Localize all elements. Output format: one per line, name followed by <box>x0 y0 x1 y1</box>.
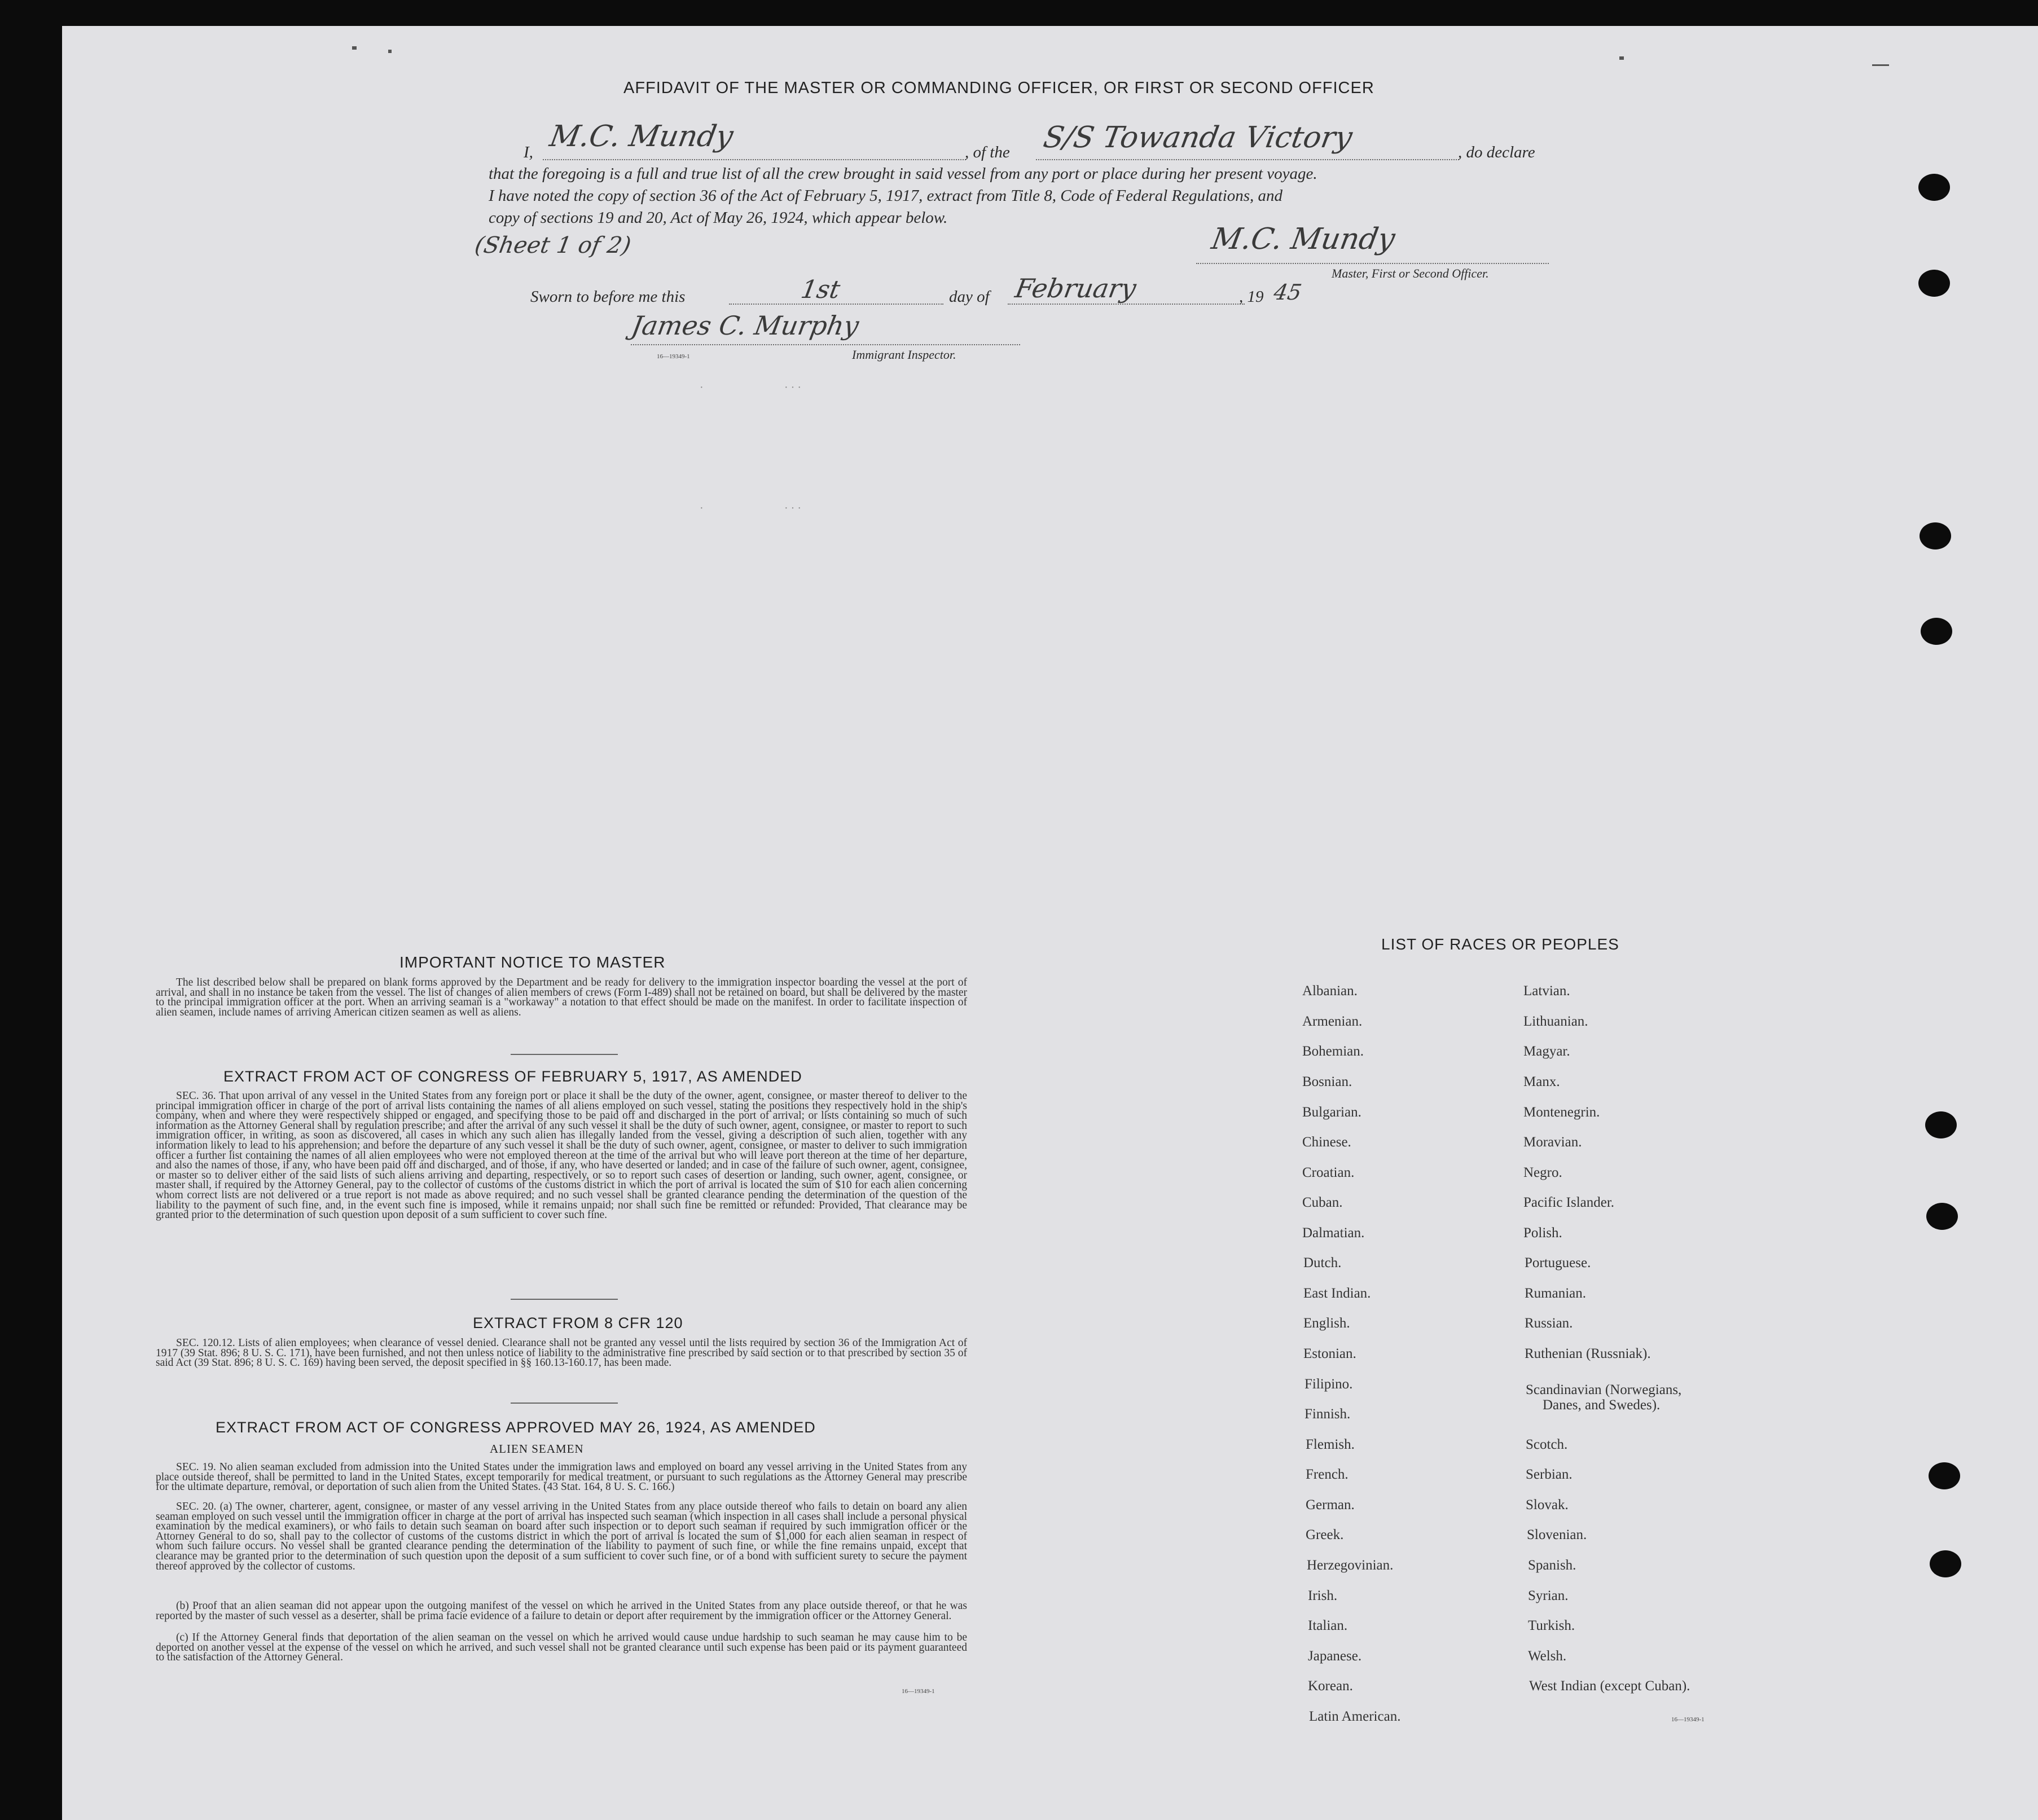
sworn-prefix: Sworn to before me this <box>530 288 686 306</box>
race-item: Dutch. <box>1303 1255 1342 1271</box>
sworn-mid: day of <box>949 288 990 306</box>
race-item: Syrian. <box>1528 1588 1569 1603</box>
race-item: Greek. <box>1306 1527 1344 1542</box>
race-item: East Indian. <box>1303 1286 1371 1301</box>
race-item: Turkish. <box>1528 1618 1575 1633</box>
section-divider <box>511 1299 618 1300</box>
race-item: Manx. <box>1523 1074 1560 1089</box>
ghost-marks: · <box>700 381 704 394</box>
race-item: Welsh. <box>1528 1648 1567 1664</box>
races-form-number: 16—19349-1 <box>1671 1716 1705 1723</box>
declaration-line-4: copy of sections 19 and 20, Act of May 26, 1924, which appear below. <box>489 209 948 227</box>
race-item: Italian. <box>1308 1618 1348 1633</box>
race-item: Herzegovinian. <box>1307 1558 1394 1573</box>
punch-hole <box>1921 618 1952 645</box>
race-item: Polish. <box>1523 1225 1562 1241</box>
signer-name-blank <box>543 159 966 160</box>
extract-1924-subtitle: ALIEN SEAMEN <box>490 1442 584 1456</box>
race-item: Magyar. <box>1523 1044 1570 1059</box>
race-item: Filipino. <box>1305 1377 1353 1392</box>
notice-title: IMPORTANT NOTICE TO MASTER <box>399 953 666 971</box>
vessel-name-blank <box>1036 159 1459 160</box>
signer-name-signature: M.C. Mundy <box>547 120 736 153</box>
inspector-signature-line <box>631 344 1020 345</box>
race-item: Moravian. <box>1523 1135 1582 1150</box>
section-divider <box>511 1403 618 1404</box>
declaration-line-1-prefix: I, <box>524 143 533 161</box>
extract-cfr-title: EXTRACT FROM 8 CFR 120 <box>473 1315 683 1331</box>
ghost-marks: · · · <box>784 381 801 394</box>
race-item: Ruthenian (Russniak). <box>1525 1346 1651 1361</box>
extract-cfr-body: SEC. 120.12. Lists of alien employees; when clearance of vessel denied. Clearance shall not be granted any vessel until the lists required by section 36 of the Immigration Act of 1917 (39 Stat. 896; 8 U. S. C. 171), have been furnished, and not then unless notice of liability to the administrative fine prescribed by said section or to that prescribed by section 35 of said Act (39 Stat. 896; 8 U. S. C. 169) having been served, the deposit specified in §§ 160.13-160.17, has been made. <box>156 1337 967 1369</box>
race-item: Croatian. <box>1302 1165 1355 1180</box>
vessel-name: S/S Towanda Victory <box>1040 121 1355 155</box>
extract-1917-title: EXTRACT FROM ACT OF CONGRESS OF FEBRUARY 5, 1917, AS AMENDED <box>223 1068 802 1085</box>
races-title: LIST OF RACES OR PEOPLES <box>1381 935 1619 953</box>
race-item: Serbian. <box>1526 1467 1573 1482</box>
race-item: Portuguese. <box>1525 1255 1591 1271</box>
inspector-signature: James C. Murphy <box>629 310 862 341</box>
race-item: Danes, and Swedes). <box>1543 1397 1661 1413</box>
race-item: Latin American. <box>1309 1709 1401 1724</box>
race-item: Albanian. <box>1302 983 1358 999</box>
extract-form-number: 16—19349-1 <box>902 1688 935 1695</box>
race-item: Dalmatian. <box>1302 1225 1365 1241</box>
race-item: Armenian. <box>1302 1014 1363 1029</box>
race-item: Bosnian. <box>1302 1074 1352 1089</box>
race-item: Slovak. <box>1526 1497 1569 1513</box>
declaration-line-2: that the foregoing is a full and true list of all the crew brought in said vessel from any port or place during her present voyage. <box>489 165 1317 183</box>
race-item: Scotch. <box>1526 1437 1568 1452</box>
punch-hole <box>1918 174 1950 201</box>
punch-hole <box>1920 522 1951 549</box>
sworn-month: February <box>1013 273 1139 304</box>
sec-20c-text: (c) If the Attorney General finds that deportation of the alien seaman on the vessel on which he arrived would cause undue hardship to such seaman he may cause him to be deported on another vessel at the expense of the vessel on which he arrived, and such vessel shall not be granted clearance until such expense has been paid or its payment guaranteed to the satisfaction of the Attorney General. <box>156 1632 967 1664</box>
speck <box>1619 56 1624 60</box>
affidavit-form-number: 16—19349-1 <box>657 353 690 360</box>
extract-1924-title: EXTRACT FROM ACT OF CONGRESS APPROVED MAY 26, 1924, AS AMENDED <box>216 1419 816 1436</box>
master-signature: M.C. Mundy <box>1209 222 1398 256</box>
punch-hole <box>1930 1550 1961 1577</box>
inspector-caption: Immigrant Inspector. <box>852 348 956 362</box>
punch-hole <box>1929 1462 1960 1489</box>
section-divider <box>511 1054 618 1055</box>
punch-hole <box>1925 1111 1957 1138</box>
sworn-year: 45 <box>1272 280 1304 305</box>
race-item: Japanese. <box>1308 1648 1362 1664</box>
speck <box>1872 64 1889 66</box>
extract-1917-body: SEC. 36. That upon arrival of any vessel in the United States from any foreign port or place it shall be the duty of the owner, agent, consignee, or master thereof to deliver to the principal immigration officer in charge of the port of arrival lists containing the names of all aliens employed on such vessel, stating the positions they respectively hold in the ship's company, when and where they were respectively shipped or engaged, and specifying those to be paid off and discharged in the port of arrival; or lists containing so much of such information as the Attorney General shall by regulation prescribe; and after the arrival of any such vessel it shall be the duty of such owner, agent, consignee, or master to report to such immigration officer, in writing, as soon as discovered, all cases in which any such alien has illegally landed from the vessel, giving a description of such alien, together with any information likely to lead to his apprehension; and before the departure of any such vessel it shall be the duty of such owner, agent, consignee, or master to deliver to such immigration officer a further list containing the names of all alien employees who were not employed thereon at the time of the arrival but who will leave port thereon at the time of her departure, and also the names of those, if any, who have been paid off and discharged, and of those, if any, who have deserted or landed; and in case of the failure of such owner, agent, consignee, or master so to deliver either of the said lists of such aliens arriving and departing, respectively, or so to report such cases of desertion or landing, such owner, agent, consignee, or master shall, if required by the Attorney General, pay to the collector of customs of the customs district in which the port of arrival is located the sum of $10 for each alien concerning whom correct lists are not delivered or a true report is not made as above required; and no such vessel shall be granted clearance pending the determination of the question of the liability to the payment of such fine, and, in the event such fine is imposed, while it remains unpaid; nor shall such fine be remitted or refunded: Provided, That clearance may be granted prior to the determination of such question upon deposit of a sum sufficient to cover such fine. <box>156 1090 967 1221</box>
speck <box>388 50 392 53</box>
race-item: Cuban. <box>1302 1195 1343 1210</box>
sec-20a-text: SEC. 20. (a) The owner, charterer, agent, consignee, or master of any vessel arriving in the United States from any place outside thereof who fails to detain on board any alien seaman employed on such vessel until the immigration officer in charge at the port of arrival has inspected such seaman (which inspection in all cases shall include a personal physical examination by the medical examiners), or who fails to detain such seaman on board after such inspection or to deport such seaman if required by such immigration officer or the Attorney General to do so, shall pay to the collector of customs of the customs district in which the port of arrival is located the sum of $1,000 for each alien seaman in respect of whom such failure occurs. No vessel shall be granted clearance pending the determination of the liability to payment of such fine, or while the fine remains unpaid, except that clearance may be granted prior to the determination of such question upon the deposit of a sum sufficient to cover such fine, or of a bond with sufficient surety to secure the payment thereof approved by the collector of customs. <box>156 1501 967 1572</box>
race-item: Russian. <box>1525 1316 1573 1331</box>
sworn-year-prefix: , 19 <box>1239 288 1264 306</box>
race-item: French. <box>1306 1467 1349 1482</box>
race-item: Bohemian. <box>1302 1044 1364 1059</box>
race-item: Flemish. <box>1306 1437 1355 1452</box>
sworn-day: 1st <box>798 275 842 304</box>
race-item: Chinese. <box>1302 1135 1351 1150</box>
race-item: Pacific Islander. <box>1523 1195 1615 1210</box>
declaration-line-3: I have noted the copy of section 36 of the Act of February 5, 1917, extract from Title 8, Code of Federal Regulations, and <box>489 187 1283 205</box>
punch-hole <box>1918 270 1950 297</box>
race-item: Finnish. <box>1305 1406 1351 1422</box>
affidavit-title: AFFIDAVIT OF THE MASTER OR COMMANDING OFFICER, OR FIRST OR SECOND OFFICER <box>623 79 1374 97</box>
race-item: Latvian. <box>1523 983 1570 999</box>
sheet-note: (Sheet 1 of 2) <box>472 232 633 258</box>
ghost-marks: · <box>700 502 704 515</box>
race-item: Scandinavian (Norwegians, <box>1526 1382 1682 1397</box>
race-item: West Indian (except Cuban). <box>1529 1678 1690 1694</box>
sec-20b-text: (b) Proof that an alien seaman did not appear upon the outgoing manifest of the vessel on which he arrived in the United States from any place outside thereof, or that he was reported by the master of such vessel as a deserter, shall be prima facie evidence of a failure to detain or deport after requirement by the immigration officer or the Attorney General. <box>156 1600 967 1622</box>
race-item: Irish. <box>1308 1588 1338 1603</box>
ghost-marks: · · · <box>784 502 801 515</box>
punch-hole <box>1926 1203 1958 1230</box>
declaration-line-1-mid: , of the <box>965 143 1010 161</box>
race-item: Bulgarian. <box>1302 1105 1361 1120</box>
race-item: Slovenian. <box>1527 1527 1587 1542</box>
race-item: German. <box>1306 1497 1355 1513</box>
master-signature-line <box>1196 263 1549 264</box>
race-item: English. <box>1303 1316 1350 1331</box>
speck <box>352 46 357 50</box>
race-item: Rumanian. <box>1525 1286 1587 1301</box>
declaration-line-1-end: , do declare <box>1458 143 1535 161</box>
notice-body: The list described below shall be prepared on blank forms approved by the Department and be ready for delivery to the immigration inspector boarding the vessel at the port of arrival, and shall in no instance be taken from the vessel. The list of changes of alien members of crews (Form I-489) shall not be retained on board, but shall be delivered by the master to the principal immigration officer at the port. When an arriving seaman is a "workaway" a notation to that effect should be made on the manifest. In order to facilitate inspection of alien seamen, include names of arriving American citizen seamen as well as aliens. <box>156 977 967 1018</box>
race-item: Estonian. <box>1303 1346 1356 1361</box>
race-item: Korean. <box>1308 1678 1353 1694</box>
sworn-month-blank <box>1008 304 1245 305</box>
race-item: Montenegrin. <box>1523 1105 1600 1120</box>
race-item: Spanish. <box>1528 1558 1576 1573</box>
race-item: Lithuanian. <box>1523 1014 1588 1029</box>
master-signature-caption: Master, First or Second Officer. <box>1332 266 1489 280</box>
sec-19-text: SEC. 19. No alien seaman excluded from admission into the United States under the immigration laws and employed on board any vessel arriving in the United States from any place outside thereof, shall be permitted to land in the United States, except temporarily for medical treatment, or pursuant to such regulations as the Attorney General may prescribe for the ultimate departure, removal, or deportation of such alien from the United States. (43 Stat. 164, 8 U. S. C. 166.) <box>156 1461 967 1493</box>
race-item: Negro. <box>1523 1165 1562 1180</box>
